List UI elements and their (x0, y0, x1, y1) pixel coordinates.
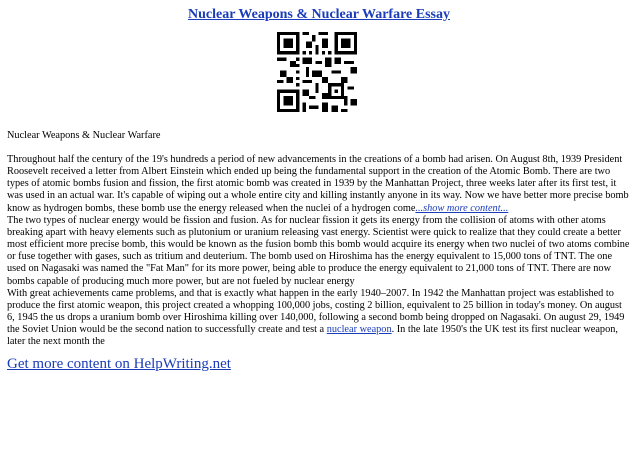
qr-code (277, 32, 357, 112)
get-more-content-link[interactable]: Get more content on HelpWriting.net (7, 356, 231, 372)
essay-body (7, 154, 632, 349)
paragraph-3-text-after: . In the late 1950's the UK test its first nuclear weapon, later the next month the (7, 324, 618, 348)
paragraph-1-text: Throughout half the century of the 19's hundreds a period of new advancements in the creations of a bomb had arisen. On August 8th, 1939 President Roosevelt received a letter from Albert Einstein which ended up being the fundamental support in the creation of the Atomic Bomb. There are two types of atomic bombs fusion and fission, the first atomic bomb was created in 1939 by the Manhattan Project, three weeks later after its first test, it was used in an actual war. It's capable of wiping out a whole entire city and killing instantly anyone in its way. Now we have better more precise bomb know as hydrogen bombs, these bomb use the energy released when the nuclei of a hydrogen come (7, 154, 629, 214)
cta (7, 356, 231, 373)
paragraph-3 (7, 288, 632, 349)
nuclear-weapon-link[interactable]: nuclear weapon (326, 324, 392, 336)
essay-title-link[interactable]: Nuclear Weapons & Nuclear Warfare Essay (188, 7, 450, 22)
show-more-link[interactable]: ...show more content... (415, 202, 509, 214)
paragraph-3-text-before: With great achievements came problems, and that is exactly what happen in the early 1940–2007. In 1942 the Manhattan project was established to produce the first atomic weapon, this project created a whopping 100,000 jobs, costing 2 billion, equivalent to 25 billion in today's money. On august 6, 1945 the us drops a uranium bomb over Hiroshima killing over 140,000, following a second bomb being dropped on Nagasaki. On august 29, 1949 the Soviet Union would be the second nation to successfully create and test a (7, 287, 625, 336)
essay-subtitle: Nuclear Weapons & Nuclear Warfare (7, 130, 161, 141)
paragraph-2: The two types of nuclear energy would be fission and fusion. As for nuclear fission it gets its energy from the collision of atoms with other atoms breaking apart with heavy elements such as plutonium or uranium releasing vast energy. Scientist were quick to realize that they could create a better most efficient more precise bomb, this would be known as the fusion bomb this bomb would acquire its energy when two nuclei of two atoms combine or fuse together with gases, such as tritium and deuterium. The bomb used on Hiroshima has the energy equivalent to 15,000 tons of TNT. The one used on Nagasaki was named the "Fat Man" for its more power, being able to produce the energy equivalent to 21,000 tons of TNT. There are now bombs capable of producing much more power, but are not fueled by nuclear energy (7, 214, 630, 287)
essay-title (0, 7, 638, 23)
paragraph-1 (7, 154, 632, 215)
